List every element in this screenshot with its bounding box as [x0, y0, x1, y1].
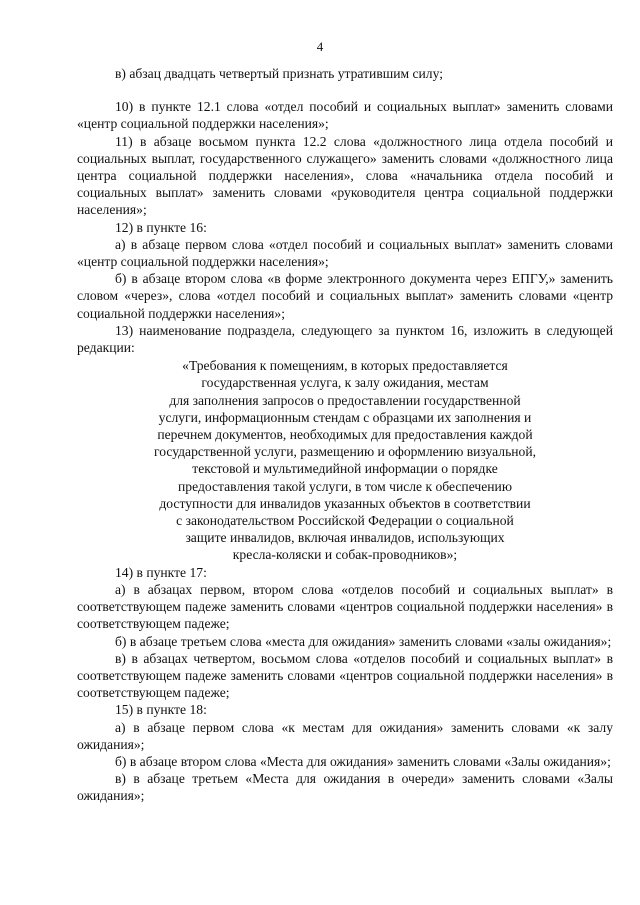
subsection-heading: [77, 357, 613, 563]
paragraph-item-13: 13) наименование подраздела, следующего за пунктом 16, изложить в следующей редакции:: [77, 322, 613, 356]
paragraph-item-12: 12) в пункте 16:: [115, 219, 207, 235]
page-number: 4: [316, 39, 324, 54]
heading-line: доступности для инвалидов указанных объектов в соответствии: [159, 495, 531, 511]
paragraph-item-10: 10) в пункте 12.1 слова «отдел пособий и социальных выплат» заменить словами «центр социальной поддержки населения»;: [77, 99, 613, 132]
paragraph-item-12b: б) в абзаце втором слова «в форме электронного документа через ЕПГУ,» заменить словом «через», слова «отдел пособий и социальных выплат» заменить словами «центр социальной поддержки населения»;: [77, 271, 613, 321]
heading-line: государственная услуга, к залу ожидания, местам: [201, 375, 489, 391]
paragraph-item-11: 11) в абзаце восьмом пункта 12.2 слова «должностного лица отдела пособий и социальных выплат, государственного служащего» заменить словами «должностного лица центра социальной поддержки населения», слова «начальника отдела пособий и социальных выплат» заменить словами «руководителя центра социальной поддержки населения»;: [77, 133, 613, 218]
heading-line: услуги, информационным стендам с образцами их заполнения и: [158, 409, 532, 425]
heading-line: кресла-коляски и собак-проводников»;: [232, 547, 458, 563]
paragraph-item-15: 15) в пункте 18:: [115, 702, 207, 718]
paragraph-item-15b: б) в абзаце втором слова «Места для ожидания» заменить словами «Залы ожидания»;: [115, 753, 611, 769]
paragraph-item-15v: в) в абзаце третьем «Места для ожидания в очереди» заменить словами «Залы ожидания»;: [77, 771, 613, 804]
document-body: [77, 65, 613, 805]
heading-line: текстовой и мультимедийной информации о порядке: [192, 461, 498, 477]
paragraph-item-14a: а) в абзацах первом, втором слова «отделов пособий и социальных выплат» в соответствующем падеже заменить словами «центров социальной поддержки населения» в соответствующем падеже;: [77, 581, 613, 632]
paragraph-item-15a: а) в абзаце первом слова «к местам для ожидания» заменить словами «к залу ожидания»;: [77, 719, 613, 752]
heading-line: государственной услуги, размещению и оформлению визуальной,: [153, 444, 537, 460]
heading-line: предоставления такой услуги, в том числе к обеспечению: [178, 478, 512, 494]
paragraph-gap: [77, 82, 613, 98]
heading-line: «Требования к помещениям, в которых предоставляется: [182, 358, 508, 374]
paragraph-item-14b: б) в абзаце третьем слова «места для ожидания» заменить словами «залы ожидания»;: [115, 633, 612, 649]
heading-line: для заполнения запросов о предоставлении государственной: [169, 392, 521, 408]
paragraph-item-14: 14) в пункте 17:: [115, 564, 207, 580]
paragraph-item-14v: в) в абзацах четвертом, восьмом слова «отделов пособий и социальных выплат» в соответствующем падеже заменить словами «центров социальной поддержки населения» в соответствующем падеже;: [77, 650, 613, 701]
heading-line: перечнем документов, необходимых для предоставления каждой: [157, 427, 533, 443]
heading-line: с законодательством Российской Федерации о социальной: [176, 513, 514, 529]
heading-line: защите инвалидов, включая инвалидов, использующих: [185, 530, 505, 546]
paragraph-item-12a: а) в абзаце первом слова «отдел пособий и социальных выплат» заменить словами «центр социальной поддержки населения»;: [77, 236, 613, 270]
paragraph-item-v: в) абзац двадцать четвертый признать утратившим силу;: [115, 66, 443, 81]
